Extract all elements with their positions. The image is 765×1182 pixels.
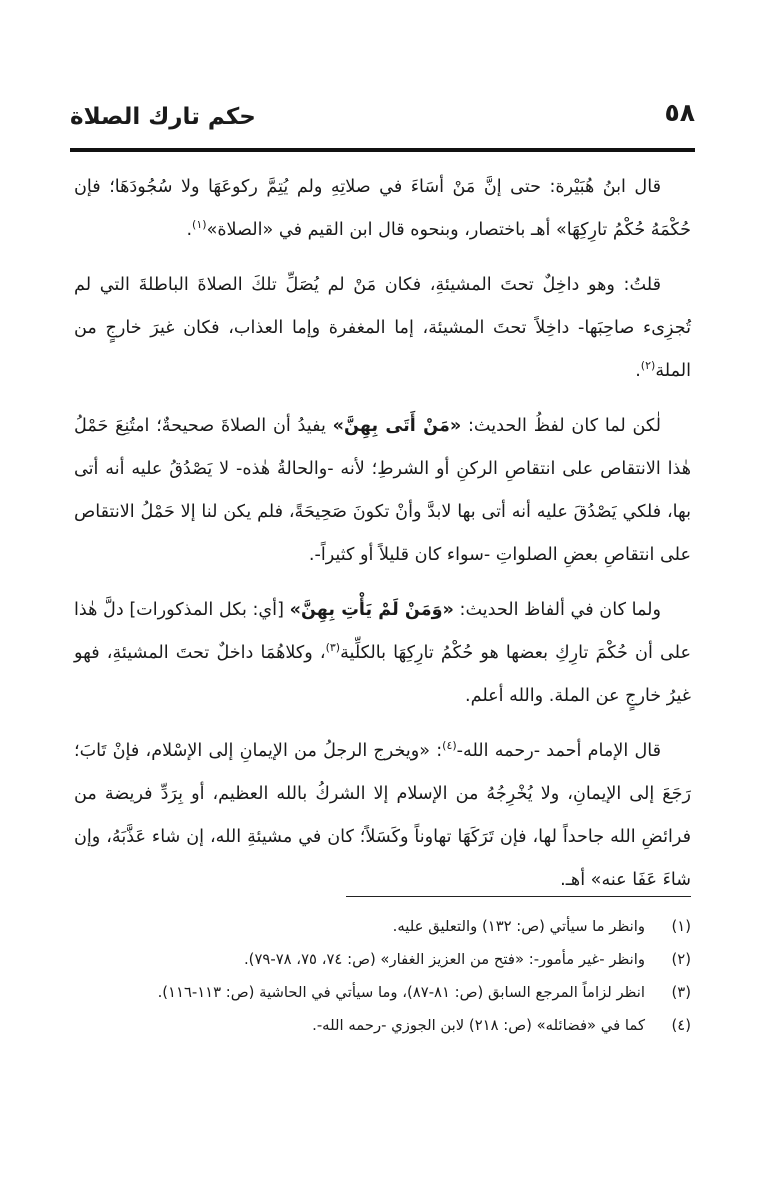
hadith-quote-2: «وَمَنْ لَمْ يَأْتِ بِهِنَّ» (289, 600, 454, 620)
paragraph-3 (74, 405, 691, 577)
footnote-ref-1: (١) (192, 218, 207, 232)
paragraph-4-text-start: ولما كان في ألفاظ الحديث: (453, 600, 661, 620)
footnote-ref-4: (٤) (442, 739, 457, 753)
footnote-item (74, 978, 691, 1008)
footnote-ref-3: (٣) (325, 641, 341, 655)
footnote-ref-2: (٢) (640, 359, 656, 373)
paragraph-5-text-rest: : «ويخرج الرجلُ من الإيمانِ إلى الإسْلام، فإنْ تَابَ؛ رَجَعَ إلى الإيمانِ، ولا يُخْرِجُهُ من الإسلام إلا الشركُ بالله العظيم، أو بِرَدِّ فريضة من فرائضِ الله جاحداً لها، فإن تَرَكَهَا تهاوناً وكَسَلاً؛ كان في مشيئةِ الله، إن شاء عَذَّبَهُ، وإن شاءَ عَفَا عنه» أهـ. (74, 741, 691, 890)
footnote-number: (٣) (671, 984, 691, 1001)
footnote-item (74, 1011, 691, 1041)
running-title: حكم تارك الصلاة (70, 104, 256, 130)
footnote-item (74, 945, 691, 975)
footnote-item (74, 912, 691, 942)
footnote-rule (346, 896, 691, 897)
paragraph-2 (74, 264, 691, 393)
footnote-text: انظر لزاماً المرجع السابق (ص: ٨١-٨٧)، وما سيأتي في الحاشية (ص: ١١٣-١١٦). (157, 984, 645, 1001)
footnote-number: (٤) (671, 1017, 691, 1034)
page-header (70, 92, 695, 144)
paragraph-3-text-start: لٰكن لما كان لفظُ الحديث: (461, 416, 661, 436)
paragraph-5 (74, 730, 691, 902)
paragraph-1-text: قال ابنُ هُبَيْرة: حتى إنَّ مَنْ أسَاءَ في صلاتِهِ ولم يُتِمَّ ركوعَهَا ولا سُجُودَهَا؛ فإن حُكْمَهُ حُكْمُ تارِكِهَا» أهـ باختصار، وبنحوه قال ابن القيم في «الصلاة» (74, 177, 691, 240)
paragraph-2-text: قلتُ: وهو داخِلٌ تحتَ المشيئةِ، فكان مَنْ لم يُصَلِّ تلكَ الصلاةَ الباطلةَ التي لم تُجزِىء صاحِبَها- داخِلاً تحتَ المشيئة، إما المغفرة وإما العذاب، فكان غيرَ خارجٍ من الملة (74, 275, 691, 381)
paragraph-1 (74, 166, 691, 252)
footnote-text: كما في «فضائله» (ص: ٢١٨) لابن الجوزي -رحمه الله-. (312, 1017, 645, 1034)
footnote-number: (١) (671, 918, 691, 935)
paragraph-3-text-rest: يفيدُ أن الصلاةَ صحيحةٌ؛ امتُنِعَ حَمْلُ هٰذا الانتقاص على انتقاصِ الركنِ أو الشرطِ؛ لأنه -والحالةُ هٰذه- لا يَصْدُقُ عليه أنه أتى بها، فلكي يَصْدُقَ عليه أنه أتى بها لابدَّ وأنْ تكونَ صَحِيحَةً، فلم يكن لنا إلا حَمْلُ الانتقاص على انتقاصِ بعضِ الصلواتِ -سواء كان قليلاً أو كثيراً-. (74, 416, 691, 565)
page-number: ٥٨ (664, 98, 695, 127)
paragraph-5-text-start: قال الإمام أحمد -رحمه الله- (456, 741, 661, 761)
hadith-quote-1: «مَنْ أَتَى بِهِنَّ» (332, 416, 462, 436)
main-text (74, 166, 691, 902)
paragraph-4-text-mid: [أي: بكل المذكورات] دلَّ هٰذا على أن حُكْمَ تارِكِ بعضها هو حُكْمُ تارِكِهَا بالكلِّية (74, 600, 692, 663)
footnote-text: وانظر -غير مأمور-: «فتح من العزيز الغفار» (ص: ٧٤، ٧٥، ٧٨-٧٩). (243, 951, 645, 968)
footnote-number: (٢) (671, 951, 691, 968)
footnotes (74, 912, 691, 1044)
paragraph-4-text-end: ، وكلاهُمَا داخلٌ تحتَ المشيئةِ، فهو غيرُ خارجٍ عن الملة. والله أعلم. (74, 643, 691, 706)
paragraph-4 (74, 589, 691, 718)
header-rule (70, 148, 695, 152)
footnote-text: وانظر ما سيأتي (ص: ١٣٢) والتعليق عليه. (392, 918, 645, 935)
paragraph-1-end: . (186, 220, 193, 240)
paragraph-2-end: . (635, 361, 641, 381)
